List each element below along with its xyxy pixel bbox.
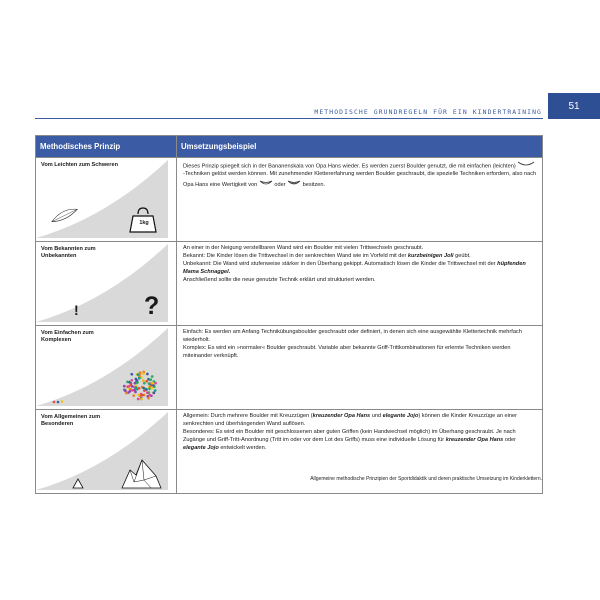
weight-label: 1kg xyxy=(139,220,149,226)
hold-dot xyxy=(145,388,148,391)
row1-text-a: Dieses Prinzip spiegelt sich in der Bananenskala von Opa Hans wieder. Es werden zuerst Boulder genutzt, die mit einfachen (leichten) xyxy=(183,163,516,170)
banana-icon xyxy=(259,179,273,190)
hold-dot xyxy=(146,391,149,394)
principle-cell xyxy=(36,242,177,326)
table-caption: Allgemeine methodische Prinzipien der Sportdidaktik und deren praktische Umsetzung im Kinderklettern. xyxy=(310,476,542,482)
principles-table xyxy=(35,135,543,494)
hold-dot xyxy=(146,373,149,376)
column-header-principle: Methodisches Prinzip xyxy=(36,136,177,158)
hold-dot xyxy=(151,387,154,390)
hold-dot xyxy=(140,394,143,397)
hold-dot xyxy=(134,382,137,385)
hold-dot xyxy=(153,392,156,395)
row4-technique-jojo: elegante Jojo xyxy=(382,413,419,419)
principle-cell xyxy=(36,158,177,242)
hold-dot xyxy=(130,379,133,382)
hold-dot xyxy=(148,394,151,397)
row2-line2-end: geübt. xyxy=(455,252,471,259)
running-header: METHODISCHE GRUNDREGELN FÜR EIN KINDERTRAINING xyxy=(314,108,542,116)
row2-line3-technique: hüpfenden Mama Schnaggel. xyxy=(183,260,526,275)
hold-dot xyxy=(140,397,143,400)
row1-text-b: -Techniken gelöst werden können. Mit zunehmender Klettererfahrung werden Boulder geschraubt, die spezielle Techniken erfordern, also nach Opa Hans eine Wertigkeit von xyxy=(183,171,537,189)
hold-dot xyxy=(148,388,151,391)
row4-line2-a: Besonderes: Es wird ein Boulder mit geschlossenen aber guten Griffen (kein Handwechsel möglich) im Überhang geschraubt. Je nach Zugänge und Griff-Tritt-Anordnung (Tritt im oder vor dem Lot des Griffs) muss eine individuelle Lösung für xyxy=(183,428,516,443)
table-row xyxy=(36,242,543,326)
hold-dot xyxy=(134,386,137,389)
hold-dot xyxy=(149,378,152,381)
example-cell xyxy=(177,326,543,410)
row3-line1: Einfach: Es werden am Anfang Technikübungsboulder geschraubt oder definiert, in denen sich eine ausgewählte Klettertechnik mehrfach wiederholt. xyxy=(183,329,522,343)
principle-cell xyxy=(36,326,177,410)
hold-dot xyxy=(132,394,135,397)
hold-dot xyxy=(147,397,150,400)
page-number: 51 xyxy=(548,93,600,119)
hold-dot xyxy=(137,387,140,390)
table-row xyxy=(36,326,543,410)
row2-line4: Anschließend sollte die neue genutzte Technik erklärt und strukturiert werden. xyxy=(183,276,376,283)
hold-dot xyxy=(137,393,140,396)
row1-text-d: besitzen. xyxy=(302,182,326,189)
hold-dot xyxy=(142,372,145,375)
row4-technique-opa: kreuzender Opa Hans xyxy=(312,413,371,419)
example-cell xyxy=(177,242,543,326)
table-header-row xyxy=(36,136,543,158)
row2-line3-text: Unbekannt: Die Wand wird stufenweise stärker in den Überhang gekippt. Automatisch lösen die Kinder die Trittwechsel mit der xyxy=(183,260,496,267)
principle-title: Vom Allgemeinen zum Besonderen xyxy=(41,414,101,428)
header-rule xyxy=(35,118,543,119)
hold-dot xyxy=(134,391,137,394)
row2-line1: An einer in der Neigung verstellbaren Wand wird ein Boulder mit vielen Trittwechseln geschraubt. xyxy=(183,245,424,251)
question-mark: ? xyxy=(144,292,160,320)
principle-cell xyxy=(36,410,177,494)
row4-technique-opa-2: kreuzender Opa Hans xyxy=(445,436,504,443)
row4-line1-a: Allgemein: Durch mehrere Boulder mit Kreuzzügen ( xyxy=(183,413,313,419)
hold-dot xyxy=(139,371,142,374)
row2-line2-text: Bekannt: Die Kinder lösen die Trittwechsel in der senkrechten Wand wie im Vorfeld mit der xyxy=(183,252,407,259)
row2-line2-technique: kurzbeinigen Joli xyxy=(407,252,454,259)
hold-dot xyxy=(145,380,148,383)
hold-dot xyxy=(125,392,128,395)
column-header-example: Umsetzungsbeispiel xyxy=(177,136,543,158)
row4-line1-b: und xyxy=(371,413,382,419)
example-cell xyxy=(177,158,543,242)
hold-dot xyxy=(131,385,134,388)
hold-dot xyxy=(130,373,133,376)
row1-text-c: oder xyxy=(274,182,286,189)
banana-icon xyxy=(287,179,301,190)
hold-dot xyxy=(151,382,154,385)
hold-dot xyxy=(126,381,129,384)
hold-dot xyxy=(148,382,151,385)
hold-dot xyxy=(123,385,126,388)
row3-line2: Komplex: Es wird ein »normaler« Boulder geschraubt. Variable aber bekannte Griff-Trittkombinationen für erlernte Techniken werden miteinander verknüpft. xyxy=(183,344,511,359)
table-row xyxy=(36,158,543,242)
row4-line2-b: oder xyxy=(504,436,517,443)
hold-dot xyxy=(151,375,154,378)
row4-line2-c: entwickelt werden. xyxy=(220,444,267,451)
banana-icon xyxy=(517,161,535,171)
hold-dot xyxy=(129,390,132,393)
principle-title: Vom Leichten zum Schweren xyxy=(41,162,118,168)
feather-icon xyxy=(50,207,79,223)
row4-technique-jojo-2: elegante Jojo xyxy=(183,444,219,451)
wall-slope-illustration xyxy=(36,158,168,238)
principle-title: Vom Einfachen zum Komplexen xyxy=(41,330,94,344)
row4-line1-c: ) können die Kinder Kreuzzüge an einer senkrechten und überhängenden Wand auflösen. xyxy=(183,413,517,427)
hold-dot xyxy=(136,379,139,382)
principle-title: Vom Bekannten zum Unbekannten xyxy=(41,246,96,260)
hold-dot xyxy=(137,373,140,376)
exclamation-mark: ! xyxy=(74,302,79,318)
hold-dot xyxy=(143,382,146,385)
hold-dot xyxy=(137,398,140,401)
hold-dot xyxy=(142,379,145,382)
hold-dot xyxy=(154,389,157,392)
